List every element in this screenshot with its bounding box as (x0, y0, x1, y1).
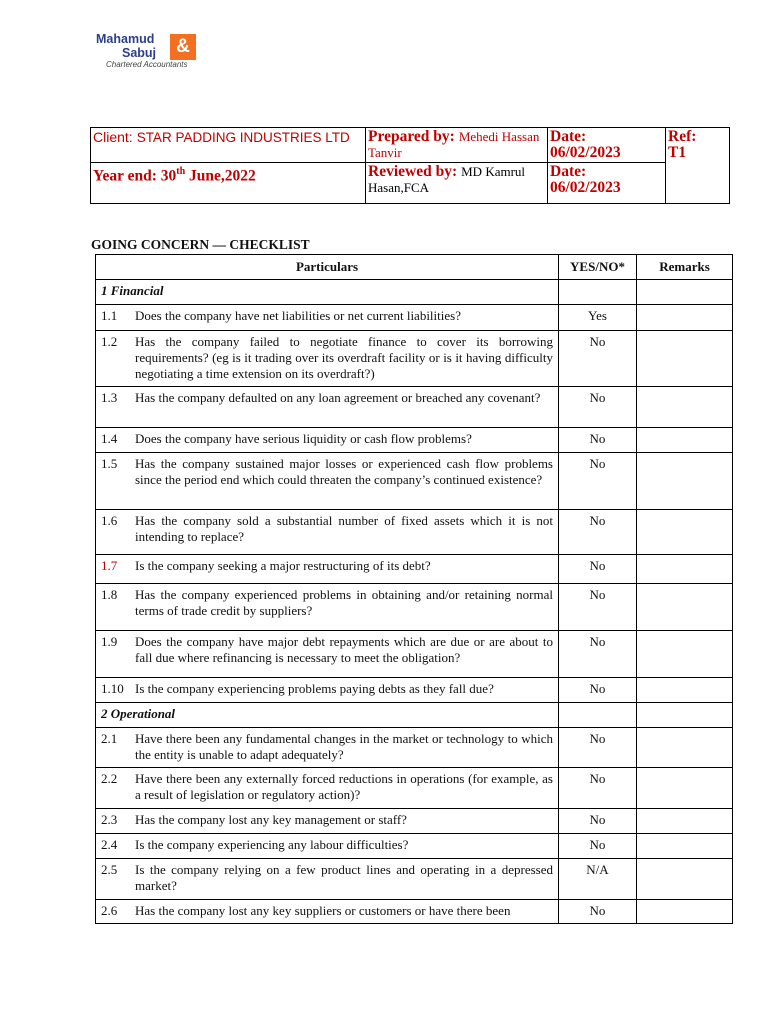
answer-cell: No (559, 631, 637, 678)
item-question: Has the company lost any key management or staff? (135, 812, 407, 827)
table-row (96, 678, 733, 703)
section-title: 2 Operational (96, 703, 559, 728)
table-row (96, 834, 733, 859)
section-remarks-cell (637, 703, 733, 728)
item-question: Have there been any externally forced reductions in operations (for example, as a result of legislation or regulatory action)? (135, 771, 553, 802)
item-question: Has the company sustained major losses or experienced cash flow problems since the period end which could threaten the company’s continued existence? (135, 456, 553, 487)
ref-label: Ref: (668, 128, 697, 145)
particulars-cell (96, 453, 559, 510)
column-header-yesno: YES/NO* (559, 255, 637, 280)
item-number: 2.1 (101, 731, 118, 746)
date-value-2: 06/02/2023 (550, 179, 621, 196)
prepared-label: Prepared by: (368, 128, 455, 145)
particulars-cell (96, 859, 559, 900)
item-number: 2.6 (101, 903, 118, 918)
date-label-2: Date: (550, 163, 587, 180)
answer-cell: No (559, 584, 637, 631)
item-number: 2.4 (101, 837, 118, 852)
particulars-cell (96, 555, 559, 584)
remarks-cell (637, 510, 733, 555)
item-question: Is the company experiencing problems paying debts as they fall due? (135, 681, 494, 696)
answer-cell: No (559, 555, 637, 584)
item-question: Is the company experiencing any labour difficulties? (135, 837, 409, 852)
engagement-header-table (90, 127, 730, 204)
item-question: Has the company defaulted on any loan agreement or breached any covenant? (135, 390, 541, 405)
remarks-cell (637, 809, 733, 834)
remarks-cell (637, 859, 733, 900)
item-number: 2.5 (101, 862, 118, 877)
item-number: 1.4 (101, 431, 118, 446)
particulars-cell (96, 305, 559, 331)
client-name: STAR PADDING INDUSTRIES LTD (136, 130, 350, 145)
item-number: 1.7 (101, 558, 118, 573)
table-row (96, 555, 733, 584)
section-row (96, 703, 733, 728)
table-row (96, 331, 733, 387)
item-number: 2.2 (101, 771, 118, 786)
remarks-cell (637, 728, 733, 768)
item-question: Has the company failed to negotiate finance to cover its borrowing requirements? (eg is it trading over its overdraft facility or is it having difficulty negotiating a time extension on its overdraft?) (135, 334, 553, 381)
item-question: Is the company relying on a few product lines and operating in a depressed market? (135, 862, 553, 893)
table-row (96, 631, 733, 678)
particulars-cell (96, 834, 559, 859)
table-row (96, 453, 733, 510)
table-row (96, 768, 733, 809)
page-title: GOING CONCERN — CHECKLIST (91, 237, 310, 252)
date-cell-2 (548, 163, 666, 204)
table-row (96, 809, 733, 834)
table-row (96, 900, 733, 924)
year-end-suffix: th (176, 166, 186, 177)
item-question: Has the company sold a substantial number of fixed assets which it is not intending to replace? (135, 513, 553, 544)
item-question: Have there been any fundamental changes in the market or technology to which the entity is unable to adapt adequately? (135, 731, 553, 762)
remarks-cell (637, 387, 733, 428)
answer-cell: No (559, 900, 637, 924)
item-number: 1.9 (101, 634, 118, 649)
remarks-cell (637, 555, 733, 584)
remarks-cell (637, 331, 733, 387)
item-question: Has the company experienced problems in obtaining and/or retaining normal terms of trade credit by suppliers? (135, 587, 553, 618)
answer-cell: Yes (559, 305, 637, 331)
item-number: 1.5 (101, 456, 118, 471)
answer-cell: No (559, 428, 637, 453)
reviewed-cell (366, 163, 548, 204)
year-end-cell (91, 163, 366, 204)
item-question: Does the company have net liabilities or net current liabilities? (135, 308, 461, 323)
logo-tagline: Chartered Accountants (106, 60, 188, 69)
item-question: Does the company have major debt repayments which are due or are about to fall due where refinancing is necessary to meet the obligation? (135, 634, 553, 665)
table-row (96, 510, 733, 555)
answer-cell: No (559, 331, 637, 387)
item-number: 1.6 (101, 513, 118, 528)
remarks-cell (637, 584, 733, 631)
remarks-cell (637, 305, 733, 331)
remarks-cell (637, 631, 733, 678)
remarks-cell (637, 453, 733, 510)
checklist-table (95, 254, 733, 924)
particulars-cell (96, 728, 559, 768)
item-number: 1.10 (101, 681, 124, 696)
client-label: Client: (93, 129, 133, 145)
answer-cell: No (559, 768, 637, 809)
section-title: 1 Financial (96, 280, 559, 305)
firm-logo (94, 30, 214, 72)
prepared-cell (366, 128, 548, 163)
particulars-cell (96, 678, 559, 703)
item-number: 1.3 (101, 390, 118, 405)
answer-cell: No (559, 453, 637, 510)
remarks-cell (637, 678, 733, 703)
section-row (96, 280, 733, 305)
particulars-cell (96, 584, 559, 631)
table-row (96, 728, 733, 768)
answer-cell: No (559, 834, 637, 859)
logo-mark: & (170, 34, 196, 60)
reviewed-name: MD Kamrul Hasan,FCA (368, 164, 526, 195)
particulars-cell (96, 631, 559, 678)
logo-line1: Mahamud (96, 32, 155, 46)
ref-value: T1 (668, 144, 687, 161)
particulars-cell (96, 331, 559, 387)
item-number: 2.3 (101, 812, 118, 827)
column-header-remarks: Remarks (637, 255, 733, 280)
section-answer-cell (559, 703, 637, 728)
remarks-cell (637, 768, 733, 809)
table-row (96, 859, 733, 900)
particulars-cell (96, 768, 559, 809)
item-question: Is the company seeking a major restructuring of its debt? (135, 558, 431, 573)
remarks-cell (637, 834, 733, 859)
ref-cell (666, 128, 730, 204)
answer-cell: No (559, 809, 637, 834)
remarks-cell (637, 428, 733, 453)
logo-line2: Sabuj (122, 46, 157, 60)
year-end-date: June,2022 (185, 167, 256, 185)
column-header-particulars: Particulars (96, 255, 559, 280)
particulars-cell (96, 428, 559, 453)
answer-cell: N/A (559, 859, 637, 900)
remarks-cell (637, 900, 733, 924)
item-question: Does the company have serious liquidity or cash flow problems? (135, 431, 472, 446)
item-question: Has the company lost any key suppliers or customers or have there been (135, 903, 511, 918)
particulars-cell (96, 510, 559, 555)
section-remarks-cell (637, 280, 733, 305)
item-number: 1.2 (101, 334, 118, 349)
date-cell-1 (548, 128, 666, 163)
table-row (96, 305, 733, 331)
particulars-cell (96, 809, 559, 834)
table-row (96, 428, 733, 453)
table-row (96, 387, 733, 428)
date-value-1: 06/02/2023 (550, 144, 621, 161)
year-end-label: Year end: 30 (93, 167, 177, 185)
item-number: 1.8 (101, 587, 118, 602)
table-row (96, 584, 733, 631)
answer-cell: No (559, 678, 637, 703)
reviewed-label: Reviewed by: (368, 163, 458, 180)
answer-cell: No (559, 387, 637, 428)
answer-cell: No (559, 728, 637, 768)
section-answer-cell (559, 280, 637, 305)
item-number: 1.1 (101, 308, 118, 323)
answer-cell: No (559, 510, 637, 555)
client-cell (91, 128, 366, 163)
prepared-name: Mehedi Hassan Tanvir (368, 129, 540, 160)
particulars-cell (96, 387, 559, 428)
date-label-1: Date: (550, 128, 587, 145)
particulars-cell (96, 900, 559, 924)
